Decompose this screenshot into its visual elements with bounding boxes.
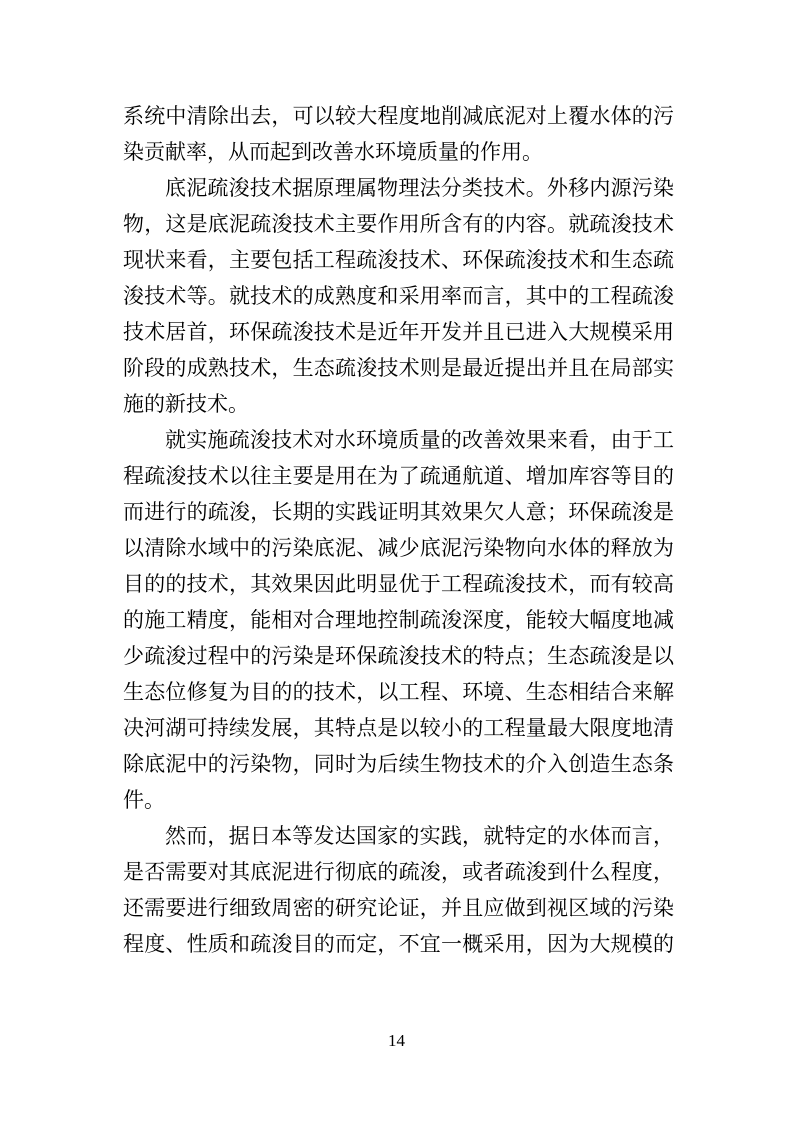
text-line: 现状来看，主要包括工程疏浚技术、环保疏浚技术和生态疏 bbox=[123, 248, 674, 272]
text-line: 件。 bbox=[123, 788, 165, 812]
text-line: 除底泥中的污染物，同时为后续生物技术的介入创造生态条 bbox=[123, 752, 674, 776]
text-line: 程疏浚技术以往主要是用在为了疏通航道、增加库容等目的 bbox=[123, 464, 674, 488]
page-number: 14 bbox=[388, 1031, 405, 1050]
text-line: 物，这是底泥疏浚技术主要作用所含有的内容。就疏浚技术 bbox=[123, 212, 674, 236]
text-line: 底泥疏浚技术据原理属物理法分类技术。外移内源污染 bbox=[165, 176, 674, 200]
text-line: 生态位修复为目的的技术，以工程、环境、生态相结合来解 bbox=[123, 680, 674, 704]
text-line: 系统中清除出去，可以较大程度地削减底泥对上覆水体的污 bbox=[123, 104, 674, 128]
body-text bbox=[123, 98, 674, 962]
text-line: 目的的技术，其效果因此明显优于工程疏浚技术，而有较高 bbox=[123, 572, 674, 596]
text-line: 决河湖可持续发展，其特点是以较小的工程量最大限度地清 bbox=[123, 716, 674, 740]
text-line: 的施工精度，能相对合理地控制疏浚深度，能较大幅度地减 bbox=[123, 608, 674, 632]
text-line: 技术居首，环保疏浚技术是近年开发并且已进入大规模采用 bbox=[123, 320, 674, 344]
text-line: 浚技术等。就技术的成熟度和采用率而言，其中的工程疏浚 bbox=[123, 284, 674, 308]
text-line: 然而，据日本等发达国家的实践，就特定的水体而言， bbox=[165, 824, 674, 848]
text-line: 是否需要对其底泥进行彻底的疏浚，或者疏浚到什么程度， bbox=[123, 860, 674, 884]
text-line: 染贡献率，从而起到改善水环境质量的作用。 bbox=[123, 140, 543, 164]
text-line: 就实施疏浚技术对水环境质量的改善效果来看，由于工 bbox=[165, 428, 674, 452]
text-line: 程度、性质和疏浚目的而定，不宜一概采用，因为大规模的 bbox=[123, 932, 674, 956]
text-line: 以清除水域中的污染底泥、减少底泥污染物向水体的释放为 bbox=[123, 536, 674, 560]
text-line: 还需要进行细致周密的研究论证，并且应做到视区域的污染 bbox=[123, 896, 674, 920]
text-line: 少疏浚过程中的污染是环保疏浚技术的特点；生态疏浚是以 bbox=[123, 644, 674, 668]
text-line: 施的新技术。 bbox=[123, 392, 249, 416]
text-line: 阶段的成熟技术，生态疏浚技术则是最近提出并且在局部实 bbox=[123, 356, 674, 380]
text-line: 而进行的疏浚，长期的实践证明其效果欠人意；环保疏浚是 bbox=[123, 500, 674, 524]
